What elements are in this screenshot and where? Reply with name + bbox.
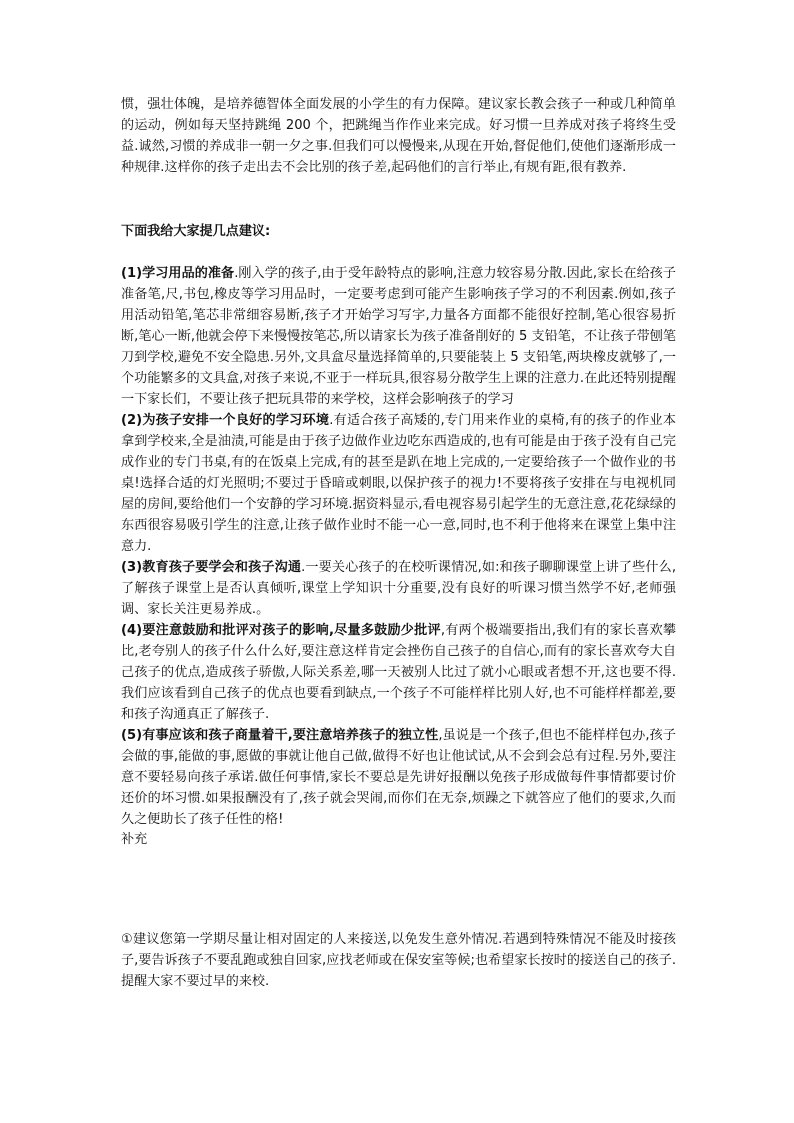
supplement-note: ①建议您第一学期尽量让相对固定的人来接送,以免发生意外情况.若遇到特殊情况不能及时接孩子,要告诉孩子不要乱跑或独自回家,应找老师或在保安室等候;也希望家长按时的接送自己的孩子.提醒大家不要过早的来校. xyxy=(121,932,676,989)
supplement-label: 补充 xyxy=(121,832,148,847)
suggestion-item-1 xyxy=(121,263,676,410)
suggestion-list xyxy=(121,263,676,830)
suggestion-item-4 xyxy=(121,620,676,725)
suggestion-body-4: ,有两个极端要指出,我们有的家长喜欢攀比,老夸别人的孩子什么什么好,要注意这样肯定会挫伤自己孩子的自信心,而有的家长喜欢夸大自己孩子的优点,造成孩子骄傲,人际关系差,哪一天被别人比过了就小心眼或者想不开,这也要不得.我们应该看到自己孩子的优点也要看到缺点,一个孩子不可能样样比别人好,也不可能样样都差,要和孩子沟通真正了解孩子. xyxy=(121,623,676,722)
suggestions-heading: 下面我给大家提几点建议: xyxy=(121,224,271,239)
suggestion-item-3 xyxy=(121,557,676,620)
suggestion-item-5 xyxy=(121,725,676,830)
suggestion-title-4: (4)要注意鼓励和批评对孩子的影响,尽量多鼓励少批评 xyxy=(121,623,441,638)
suggestion-title-5: (5)有事应该和孩子商量着干,要注意培养孩子的独立性 xyxy=(121,728,439,743)
suggestion-body-5: ,虽说是一个孩子,但也不能样样包办,孩子会做的事,能做的事,愿做的事就让他自己做,做得不好也让他试试,从不会到会总有过程.另外,要注意不要轻易向孩子承诺.做任何事情,家长不要总是先讲好报酬以免孩子形成做每件事情都要讨价还价的坏习惯.如果报酬没有了,孩子就会哭闹,而你们在无奈,烦躁之下就答应了他们的要求,久而久之便助长了孩子任性的格! xyxy=(121,728,676,827)
suggestion-body-1: .刚入学的孩子,由于受年龄特点的影响,注意力较容易分散.因此,家长在给孩子准备笔,尺,书包,橡皮等学习用品时，一定要考虑到可能产生影响孩子学习的不利因素.例如,孩子用活动铅笔,笔芯非常细容易断,孩子才开始学习写字,力量各方面都不能很好控制,笔心很容易折断,笔心一断,他就会停下来慢慢按笔芯,所以请家长为孩子准备削好的 5 支铅笔，不让孩子带刨笔刀到学校,避免不安全隐患.另外,文具盒尽量选择简单的,只要能装上 5 支铅笔,两块橡皮就够了,一个功能繁多的文具盒,对孩子来说,不亚于一样玩具,很容易分散学生上课的注意力.在此还特别提醒一下家长们，不要让孩子把玩具带的来学校，这样会影响孩子的学习 xyxy=(121,266,676,407)
suggestion-body-2: .有适合孩子高矮的,专门用来作业的桌椅,有的孩子的作业本拿到学校来,全是油渍,可能是由于孩子边做作业边吃东西造成的,也有可能是由于孩子没有自己完成作业的专门书桌,有的在饭桌上完成,有的甚至是趴在地上完成的,一定要给孩子一个做作业的书桌!选择合适的灯光照明;不要过于昏暗或刺眼,以保护孩子的视力!不要将孩子安排在与电视机同屋的房间,要给他们一个安静的学习环境.据资料显示,看电视容易引起学生的无意注意,花花绿绿的东西很容易吸引学生的注意,让孩子做作业时不能一心一意,同时,也不利于他将来在课堂上集中注意力. xyxy=(121,413,676,554)
suggestion-title-2: (2)为孩子安排一个良好的学习环境 xyxy=(121,413,330,428)
suggestion-body-3: .一要关心孩子的在校听课情况,如:和孩子聊聊课堂上讲了些什么,了解孩子课堂上是否认真倾听,课堂上学知识十分重要,没有良好的听课习惯当然学不好,老师强调、家长关注更易养成.。 xyxy=(121,560,676,617)
suggestion-title-1: (1)学习用品的准备 xyxy=(121,266,235,281)
intro-paragraph: 惯，强壮体魄，是培养德智体全面发展的小学生的有力保障。建议家长教会孩子一种或几种简单的运动，例如每天坚持跳绳 200 个，把跳绳当作作业来完成。好习惯一旦养成对孩子将终生受益.诚然,习惯的养成非一朝一夕之事.但我们可以慢慢来,从现在开始,督促他们,使他们逐渐形成一种规律.这样你的孩子走出去不会比别的孩子差,起码他们的言行举止,有规有距,很有教养. xyxy=(121,97,676,175)
suggestion-title-3: (3)教育孩子要学会和孩子沟通 xyxy=(121,560,302,575)
suggestion-item-2 xyxy=(121,410,676,557)
